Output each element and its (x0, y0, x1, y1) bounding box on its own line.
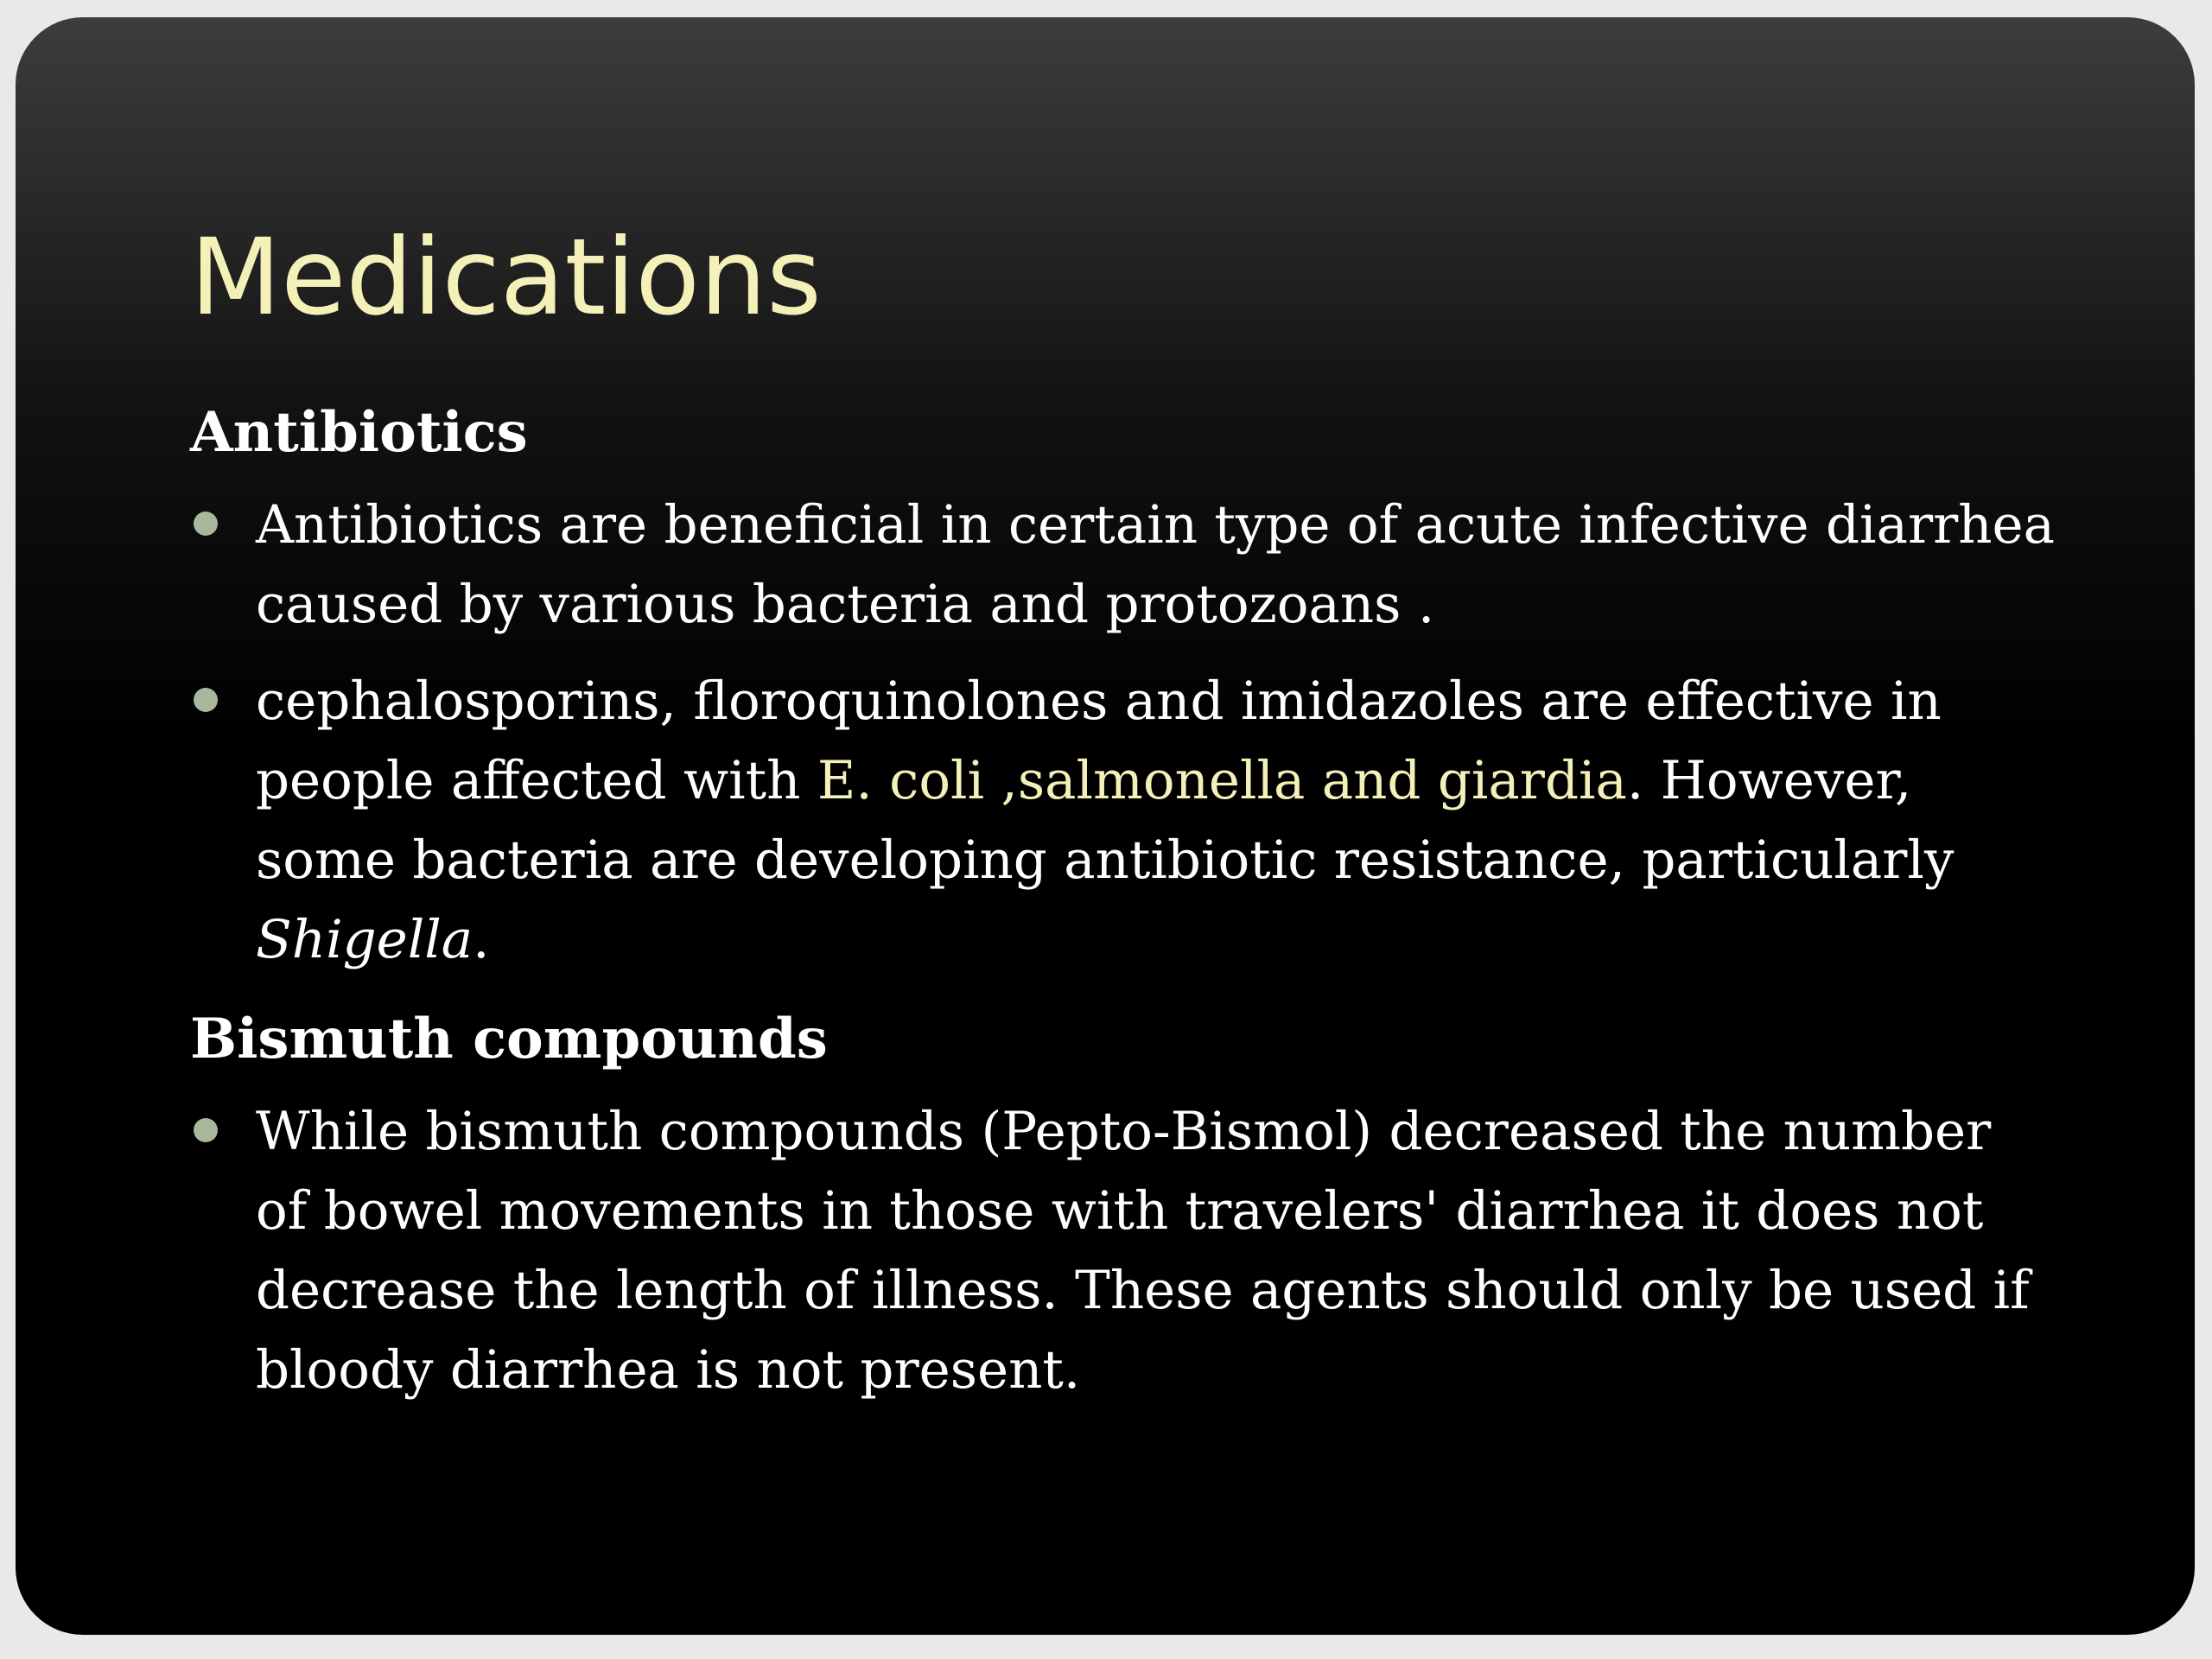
italic-organism: Shigella (256, 909, 474, 970)
bullet-text: While bismuth compounds (Pepto-Bismol) decreased the number of bowel movements in those with travelers' diarrhea it does not decrease the length of illness. These agents should only be used if bloody diarrhea is not present. (256, 1101, 2030, 1401)
bullet-text: Antibiotics are beneficial in certain type of acute infective diarrhea caused by various bacteria and protozoans . (256, 494, 2056, 635)
slide-title: Medications (190, 216, 822, 339)
bullet-text-part: . (473, 909, 490, 970)
bullet-dot-icon (194, 512, 218, 536)
bullet-list-antibiotics (190, 486, 2056, 980)
bullet-text-part: . However, some bacteria are developing antibiotic resistance, particularly (256, 750, 1955, 891)
bullet-item (190, 662, 2056, 980)
bullet-text-part: cephalosporins, floroquinolones and imidazoles are effective in people affected with (256, 671, 1942, 811)
bullet-dot-icon (194, 688, 218, 712)
bullet-dot-icon (194, 1118, 218, 1142)
slide-content (190, 391, 2056, 1427)
bullet-list-bismuth (190, 1092, 2056, 1410)
section-heading-bismuth: Bismuth compounds (190, 1007, 828, 1071)
bullet-item (190, 486, 2056, 645)
bullet-item (190, 1092, 2056, 1410)
highlighted-organisms: E. coli ,salmonella and giardia (817, 750, 1627, 811)
section-heading-antibiotics: Antibiotics (190, 400, 528, 465)
slide (16, 17, 2195, 1635)
